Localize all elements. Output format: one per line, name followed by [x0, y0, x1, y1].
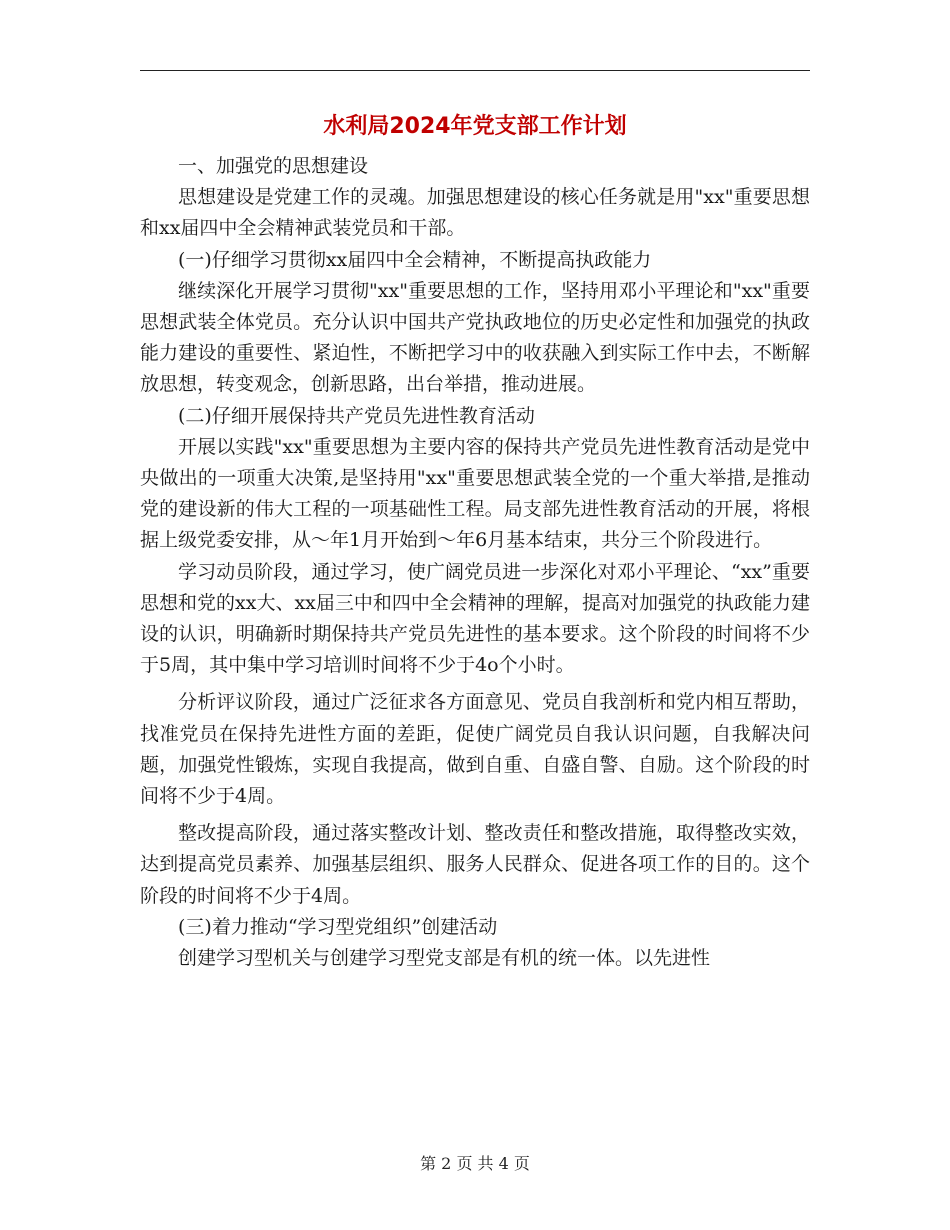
paragraph-stage-review: 分析评议阶段，通过广泛征求各方面意见、党员自我剖析和党内相互帮助，找准党员在保持先进性方面的差距，促使广阔党员自我认识问题，自我解决问题，加强党性锻炼，实现自我提高，做到自重、自盛自警、自励。这个阶段的时间将不少于4周。	[140, 691, 810, 808]
paragraph: 思想建设是党建工作的灵魂。加强思想建设的核心任务就是用"xx"重要思想和xx届四中全会精神武装党员和干部。	[140, 186, 810, 240]
document-title: 水利局2024年党支部工作计划	[323, 114, 627, 139]
header-rule	[140, 70, 810, 71]
paragraph: 创建学习型机关与创建学习型党支部是有机的统一体。以先进性	[178, 947, 711, 970]
paragraph-stage-rectify: 整改提高阶段，通过落实整改计划、整改责任和整改措施，取得整改实效，达到提高党员素养、加强基层组织、服务人民群众、促进各项工作的目的。这个阶段的时间将不少于4周。	[140, 822, 810, 907]
subheading-1: (一)仔细学习贯彻xx届四中全会精神，不断提高执政能力	[178, 248, 652, 271]
page-footer: 第 2 页 共 4 页	[420, 1154, 530, 1173]
heading-section-1: 一、加强党的思想建设	[178, 155, 369, 177]
paragraph: 继续深化开展学习贯彻"xx"重要思想的工作，坚持用邓小平理论和"xx"重要思想武装全体党员。充分认识中国共产党执政地位的历史必定性和加强党的执政能力建设的重要性、紧迫性，不断把学习中的收获融入到实际工作中去，不断解放思想，转变观念，创新思路，出台举措，推动进展。	[140, 279, 810, 396]
paragraph-stage-study: 学习动员阶段，通过学习，使广阔党员进一步深化对邓小平理论、“xx”重要思想和党的xx大、xx届三中和四中全会精神的理解，提高对加强党的执政能力建设的认识，明确新时期保持共产党员先进性的基本要求。这个阶段的时间将不少于5周，其中集中学习培训时间将不少于4o个小时。	[140, 560, 810, 677]
document-body	[140, 151, 810, 974]
subheading-2: (二)仔细开展保持共产党员先进性教育活动	[178, 404, 535, 427]
paragraph: 开展以实践"xx"重要思想为主要内容的保持共产党员先进性教育活动是党中央做出的一项重大决策,是坚持用"xx"重要思想武装全党的一个重大举措,是推动党的建设新的伟大工程的一项基础性工程。局支部先进性教育活动的开展，将根据上级党委安排，从～年1月开始到～年6月基本结束，共分三个阶段进行。	[140, 435, 810, 552]
subheading-3: (三)着力推动“学习型党组织”创建活动	[178, 915, 498, 938]
